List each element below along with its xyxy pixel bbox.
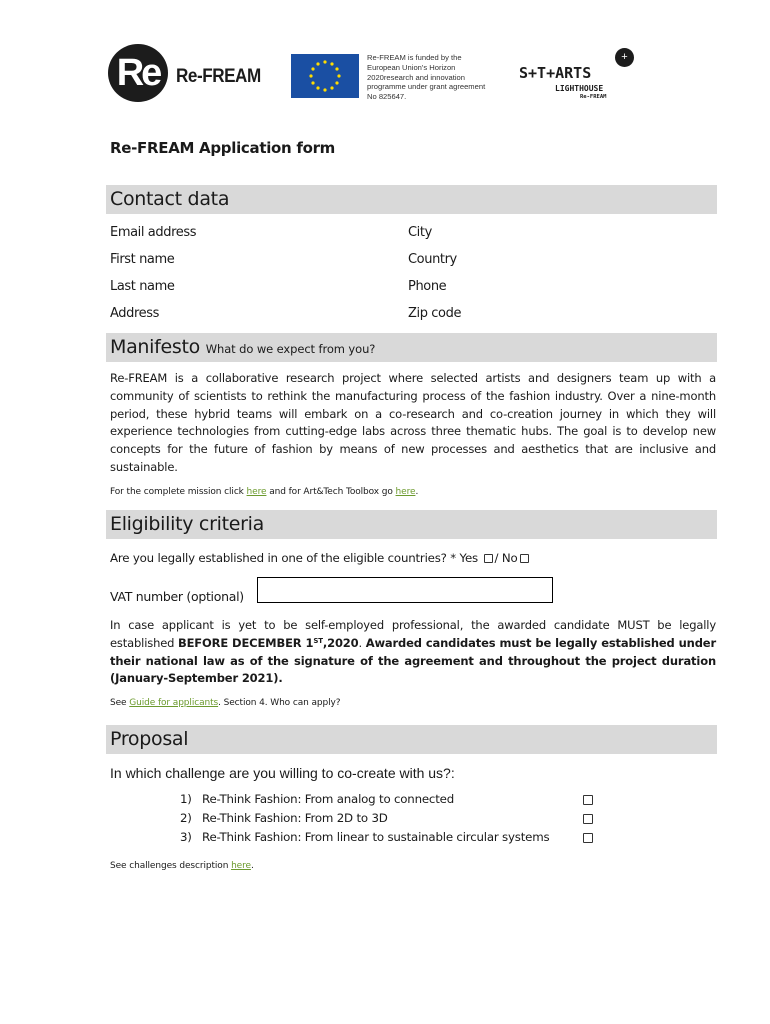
- contact-section-heading: [106, 185, 717, 214]
- challenge-item-2: [180, 811, 388, 825]
- proposal-heading-text: Proposal: [110, 728, 189, 750]
- deadline-text: BEFORE DECEMBER 1: [177, 635, 314, 650]
- form-title: Re-FREAM Application form: [110, 139, 336, 157]
- starts-logo-text: S+T+ARTS: [519, 64, 592, 82]
- vat-number-input[interactable]: [257, 577, 553, 603]
- no-checkbox[interactable]: [520, 554, 529, 563]
- mission-suffix-text: .: [415, 487, 419, 497]
- challenge-item-1: [180, 792, 454, 806]
- eu-funding-note: Re-FREAM is funded by the European Union's Horizon 2020research and innovation programme under grant agreement No 825647.: [367, 53, 486, 102]
- deadline-year: ,2020: [322, 635, 359, 650]
- challenge-label-3: Re-Think Fashion: From linear to sustainable circular systems: [202, 830, 550, 844]
- guide-prefix: See: [110, 698, 130, 708]
- no-separator-text: / No: [494, 551, 518, 565]
- toolbox-link[interactable]: here: [395, 487, 416, 497]
- challenge-checkbox-3[interactable]: [583, 833, 593, 843]
- eligibility-heading-text: Eligibility criteria: [110, 513, 264, 535]
- guide-suffix: . Section 4. Who can apply?: [218, 698, 341, 708]
- last-name-field-label[interactable]: Last name: [110, 279, 175, 294]
- eligibility-para-start: In case applicant is yet to be self-employed professional, the awarded candidate MUST be legally established: [110, 618, 716, 650]
- guide-for-applicants-link[interactable]: Guide for applicants: [129, 698, 219, 708]
- challenges-desc-prefix: See challenges description: [110, 861, 232, 871]
- challenge-question: In which challenge are you willing to co-create with us?:: [110, 765, 455, 781]
- first-name-field-label[interactable]: First name: [110, 252, 175, 267]
- eligibility-requirement: Awarded candidates must be legally established under their national law as of the signature of the agreement and throughout the project duration (January-September 2021).: [110, 635, 716, 686]
- eligibility-question: [110, 551, 531, 565]
- manifesto-section-heading: [106, 333, 717, 362]
- country-field-label[interactable]: Country: [408, 252, 457, 267]
- eligibility-question-text: Are you legally established in one of the eligible countries? * Yes: [110, 551, 478, 565]
- yes-checkbox[interactable]: [484, 554, 493, 563]
- challenges-desc-line: [110, 861, 254, 871]
- guide-line: [110, 698, 340, 708]
- eu-flag-icon: [291, 54, 359, 98]
- vat-number-label: VAT number (optional): [110, 589, 244, 604]
- challenge-label-2: Re-Think Fashion: From 2D to 3D: [202, 811, 388, 825]
- challenges-desc-suffix: .: [250, 861, 254, 871]
- address-field-label[interactable]: Address: [110, 306, 159, 321]
- contact-heading-text: Contact data: [110, 188, 230, 210]
- mission-links-line: [110, 487, 418, 497]
- proposal-section-heading: [106, 725, 717, 754]
- eligibility-paragraph: [110, 617, 716, 688]
- city-field-label[interactable]: City: [408, 225, 432, 240]
- challenges-desc-link[interactable]: here: [231, 861, 251, 871]
- eligibility-section-heading: [106, 510, 717, 539]
- manifesto-subheading: What do we expect from you?: [205, 342, 376, 356]
- zip-code-field-label[interactable]: Zip code: [408, 306, 462, 321]
- challenge-num-1: 1): [180, 792, 192, 806]
- re-fream-logo-text: Re-FREAM: [176, 66, 261, 87]
- mission-prefix-text: For the complete mission click: [110, 487, 247, 497]
- logo-header: [108, 42, 638, 104]
- challenge-num-2: 2): [180, 811, 192, 825]
- re-fream-logo-mark: Re: [108, 44, 168, 102]
- plus-icon: +: [615, 48, 634, 67]
- lighthouse-label: LIGHTHOUSE: [555, 84, 604, 93]
- challenge-label-1: Re-Think Fashion: From analog to connected: [202, 792, 454, 806]
- eligibility-dot: .: [358, 635, 366, 650]
- manifesto-paragraph: Re-FREAM is a collaborative research project where selected artists and designers team up with a community of scientists to rethink the manufacturing process of the fashion industry. Over a nine-month period, these hybrid teams will embark on a co-research and co-creation journey in which they will experience technologies from cutting-edge labs across three thematic hubs. The goal is to develop new concepts for the future of fashion by means of new processes and aesthetics that are inclusive and sustainable.: [110, 371, 716, 474]
- email-field-label[interactable]: Email address: [110, 225, 197, 240]
- challenge-checkbox-1[interactable]: [583, 795, 593, 805]
- manifesto-heading-text: Manifesto: [110, 336, 201, 358]
- lighthouse-sub-label: Re-FREAM: [580, 94, 607, 100]
- mission-middle-text: and for Art&Tech Toolbox go: [266, 487, 396, 497]
- deadline-sup: ST: [313, 636, 323, 645]
- phone-field-label[interactable]: Phone: [408, 279, 447, 294]
- challenge-item-3: [180, 830, 549, 844]
- mission-link[interactable]: here: [246, 487, 267, 497]
- challenge-checkbox-2[interactable]: [583, 814, 593, 824]
- challenge-num-3: 3): [180, 830, 192, 844]
